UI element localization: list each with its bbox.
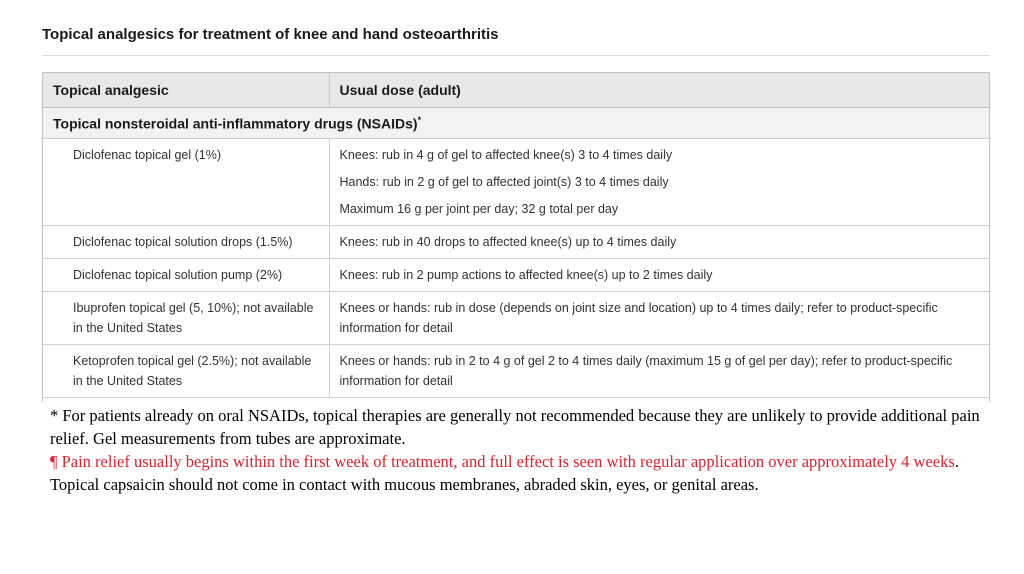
- footnotes: [50, 404, 980, 496]
- dose-line: Knees: rub in 4 g of gel to affected knee(s) 3 to 4 times daily: [339, 148, 673, 162]
- dose-line: Knees or hands: rub in dose (depends on joint size and location) up to 4 times daily; refer to product-specific information for detail: [339, 301, 938, 335]
- header-topical-analgesic: Topical analgesic: [43, 73, 329, 108]
- dose-cell: [329, 259, 989, 292]
- group-row: [43, 108, 989, 139]
- footnote-marker: *: [417, 114, 422, 125]
- table-row: [43, 226, 989, 259]
- dose-cell: [329, 226, 989, 259]
- dose-line: Knees: rub in 40 drops to affected knee(s) up to 4 times daily: [339, 235, 677, 249]
- footnote-nsaids: * For patients already on oral NSAIDs, topical therapies are generally not recommended because they are unlikely to provide additional pain relief. Gel measurements from tubes are approximate.: [50, 406, 980, 448]
- table-title: Topical analgesics for treatment of knee and hand osteoarthritis: [42, 26, 499, 43]
- title-divider: [42, 55, 990, 56]
- analgesics-table: [42, 72, 990, 402]
- drug-cell: Diclofenac topical gel (1%): [43, 139, 329, 226]
- dose-line: Knees: rub in 2 pump actions to affected knee(s) up to 2 times daily: [339, 268, 713, 282]
- table-row: [43, 292, 989, 345]
- drug-cell: Ketoprofen topical gel (2.5%); not available in the United States: [43, 345, 329, 398]
- drug-cell: Diclofenac topical solution pump (2%): [43, 259, 329, 292]
- table-row: [43, 259, 989, 292]
- drug-cell: Diclofenac topical solution drops (1.5%): [43, 226, 329, 259]
- drug-cell: Ibuprofen topical gel (5, 10%); not available in the United States: [43, 292, 329, 345]
- table-row: [43, 345, 989, 398]
- table-header-row: [43, 73, 989, 108]
- dose-line: Knees or hands: rub in 2 to 4 g of gel 2 to 4 times daily (maximum 15 g of gel per day); refer to product-specific information for detail: [339, 354, 953, 388]
- dose-cell: [329, 139, 989, 226]
- note-text: . Topical capsaicin should not come in contact with mucous membranes, abraded skin, eyes, or genital areas.: [50, 452, 959, 494]
- dose-line: Maximum 16 g per joint per day; 32 g total per day: [339, 202, 619, 216]
- dose-cell: [329, 292, 989, 345]
- table-row: [43, 139, 989, 226]
- group-label-text: Topical nonsteroidal anti-inflammatory drugs (NSAIDs): [53, 115, 418, 132]
- dose-cell: [329, 345, 989, 398]
- header-usual-dose: Usual dose (adult): [329, 73, 989, 108]
- footnote-pain-relief: [50, 450, 980, 496]
- group-label-nsaids: [43, 108, 989, 139]
- highlighted-note-text: ¶ Pain relief usually begins within the first week of treatment, and full effect is seen with regular application over approximately 4 weeks: [50, 452, 955, 471]
- dose-line: Hands: rub in 2 g of gel to affected joint(s) 3 to 4 times daily: [339, 175, 669, 189]
